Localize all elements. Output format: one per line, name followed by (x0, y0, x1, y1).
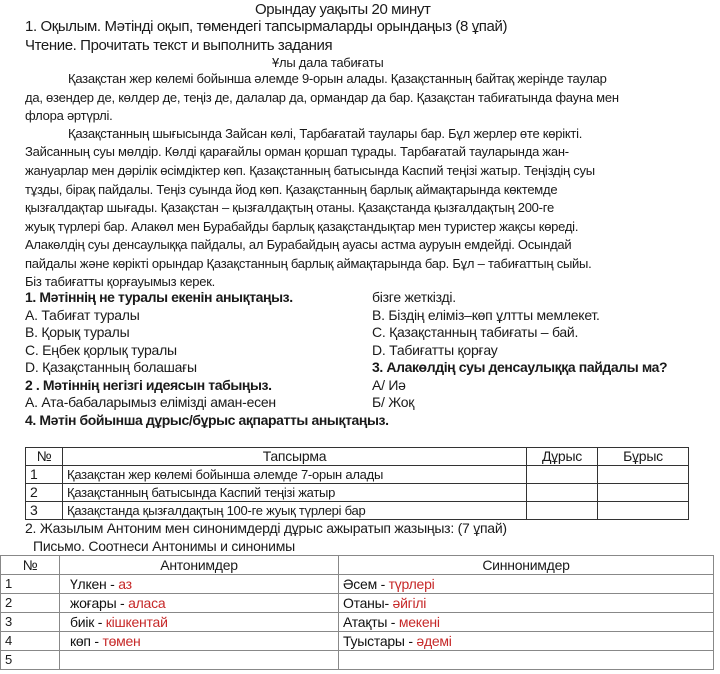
text-line: тұзды, бірақ пайдалы. Теңіз суында йод көп. Қазақстанның барлық аймақтарында көктемде (25, 182, 558, 197)
antonym-word: жоғары - (70, 595, 129, 611)
question-line-left: 1. Мәтіннің не туралы екенін анықтаңыз. (25, 289, 293, 305)
synonym-cell (339, 575, 714, 594)
antonym-cell (60, 632, 339, 651)
synonym-answer: мекені (398, 614, 440, 630)
row-number: 2 (26, 484, 63, 502)
task2-title-ru: Письмо. Соотнеси Антонимы и синонимы (33, 538, 295, 554)
question-line-right: А/ Иә (372, 376, 406, 393)
text-line: жуық түрлері бар. Алакөл мен Бурабайды барлық қазақстандықтар мен туристер жақсы көреді. (25, 219, 579, 234)
text-title: Ұлы дала табиғаты (272, 55, 384, 70)
antonym-word: Үлкен - (70, 576, 119, 592)
row-number: 3 (1, 613, 60, 632)
row-number: 4 (1, 632, 60, 651)
table-row (1, 575, 714, 594)
true-cell[interactable] (527, 484, 598, 502)
question-line-left: B. Қорық туралы (25, 324, 130, 340)
true-cell[interactable] (527, 466, 598, 484)
table-row (1, 651, 714, 670)
antonym-cell (60, 575, 339, 594)
antonym-cell (60, 594, 339, 613)
text-line: флора әртүрлі. (25, 108, 113, 123)
question-line-right: B. Біздің еліміз–көп ұлтты мемлекет. (372, 306, 600, 323)
question-line-right: D. Табиғатты қорғау (372, 341, 498, 358)
col-task: Тапсырма (63, 448, 527, 466)
text-line: Алакөлдің суы денсаулыққа пайдалы, ал Бурабайдың ауасы астма ауруын емдейді. Осындай (25, 237, 572, 252)
table-row (1, 594, 714, 613)
synonym-cell (339, 613, 714, 632)
synonym-word: Отаны- (343, 595, 393, 611)
false-cell[interactable] (598, 466, 689, 484)
synonym-answer: түрлері (388, 576, 435, 592)
question-line-left: C. Еңбек қорлық туралы (25, 341, 177, 358)
col-synonyms: Синнонимдер (339, 556, 714, 575)
row-number: 1 (26, 466, 63, 484)
row-number: 5 (1, 651, 60, 670)
text-line: қызғалдақтар шығады. Қазақстан – қызғалдақтың отаны. Қазақстанда қызғалдақтың 200-ге (25, 200, 554, 215)
synonym-word: Туыстары - (343, 633, 417, 649)
table-row (1, 632, 714, 651)
true-false-table (25, 447, 689, 520)
antonym-answer: төмен (102, 633, 141, 649)
col-number: № (1, 556, 60, 575)
text-line: Қазақстан жер көлемі бойынша әлемде 9-орын алады. Қазақстанның байтақ жерінде таулар (68, 71, 607, 86)
antonym-answer: аласа (128, 595, 166, 611)
question-line-left: D. Қазақстанның болашағы (25, 359, 197, 375)
true-cell[interactable] (527, 502, 598, 520)
antonym-answer: кішкентай (105, 614, 168, 630)
antonym-synonym-table (0, 555, 714, 670)
question-line-right: C. Қазақстанның табиғаты – бай. (372, 324, 579, 340)
false-cell[interactable] (598, 502, 689, 520)
col-false: Бұрыс (598, 448, 689, 466)
false-cell[interactable] (598, 484, 689, 502)
antonym-word: биік - (70, 614, 106, 630)
synonym-cell (339, 594, 714, 613)
task1-title: 1. Оқылым. Мәтінді оқып, төмендегі тапсырмаларды орындаңыз (8 ұпай) (25, 18, 508, 35)
text-line: Қазақстанның шығысында Зайсан көлі, Тарбағатай таулары бар. Бұл жерлер өте көрікті. (68, 126, 583, 141)
question-line-left: A. Табиғат туралы (25, 306, 140, 323)
text-line: пайдалы және көрікті орындар Қазақстанның барлық аймақтарында бар. Бұл – табиғаттың сыйы. (25, 256, 592, 271)
table-row (26, 502, 689, 520)
antonym-word: көп - (70, 633, 103, 649)
question-line-right: Б/ Жоқ (372, 394, 415, 410)
text-line: Зайсанның суы мөлдір. Көлді қарағайлы орман қоршап тұрады. Тарбағатай тауларында жан- (25, 144, 569, 159)
table-row (1, 613, 714, 632)
antonym-answer: аз (118, 576, 132, 592)
text-line: Біз табиғатты қорғауымыз керек. (25, 274, 216, 289)
row-number: 1 (1, 575, 60, 594)
col-true: Дұрыс (527, 448, 598, 466)
synonym-word: Атақты - (343, 614, 399, 630)
synonym-word: Әсем - (343, 576, 389, 592)
task-text: Қазақстанның батысында Каспий теңізі жатыр (63, 484, 527, 502)
table-row (26, 466, 689, 484)
question-line-right: бізге жеткізді. (372, 289, 456, 305)
synonym-cell (339, 651, 714, 670)
question-4: 4. Мәтін бойынша дұрыс/бұрыс ақпаратты анықтаңыз. (25, 412, 389, 428)
task1-title-ru: Чтение. Прочитать текст и выполнить задания (25, 37, 333, 54)
text-line: жануарлар мен дәрілік өсімдіктер көп. Қазақстанның батысында Каспий теңізі жатыр. Теңіздің суы (25, 163, 595, 178)
time-limit: Орындау уақыты 20 минут (255, 1, 431, 18)
synonym-answer: әйгілі (392, 595, 427, 611)
row-number: 3 (26, 502, 63, 520)
col-number: № (26, 448, 63, 466)
task-text: Қазақстан жер көлемі бойынша әлемде 7-орын алады (63, 466, 527, 484)
task2-title: 2. Жазылым Антоним мен синонимдерді дұрыс ажыратып жазыңыз: (7 ұпай) (25, 520, 507, 536)
table-row (26, 484, 689, 502)
synonym-answer: әдемі (416, 633, 452, 649)
question-line-right: 3. Алакөлдің суы денсаулыққа пайдалы ма? (372, 359, 668, 375)
task-text: Қазақстанда қызғалдақтың 100-ге жуық түрлері бар (63, 502, 527, 520)
question-line-left: 2 . Мәтіннің негізгі идеясын табыңыз. (25, 376, 272, 393)
synonym-cell (339, 632, 714, 651)
antonym-cell (60, 613, 339, 632)
question-line-left: A. Ата-бабаларымыз елімізді аман-есен (25, 394, 276, 410)
col-antonyms: Антонимдер (60, 556, 339, 575)
text-line: да, өзендер де, көлдер де, теңіз де, далалар да, ормандар да бар. Қазақстан табиғатында фауна мен (25, 90, 619, 105)
row-number: 2 (1, 594, 60, 613)
antonym-cell (60, 651, 339, 670)
